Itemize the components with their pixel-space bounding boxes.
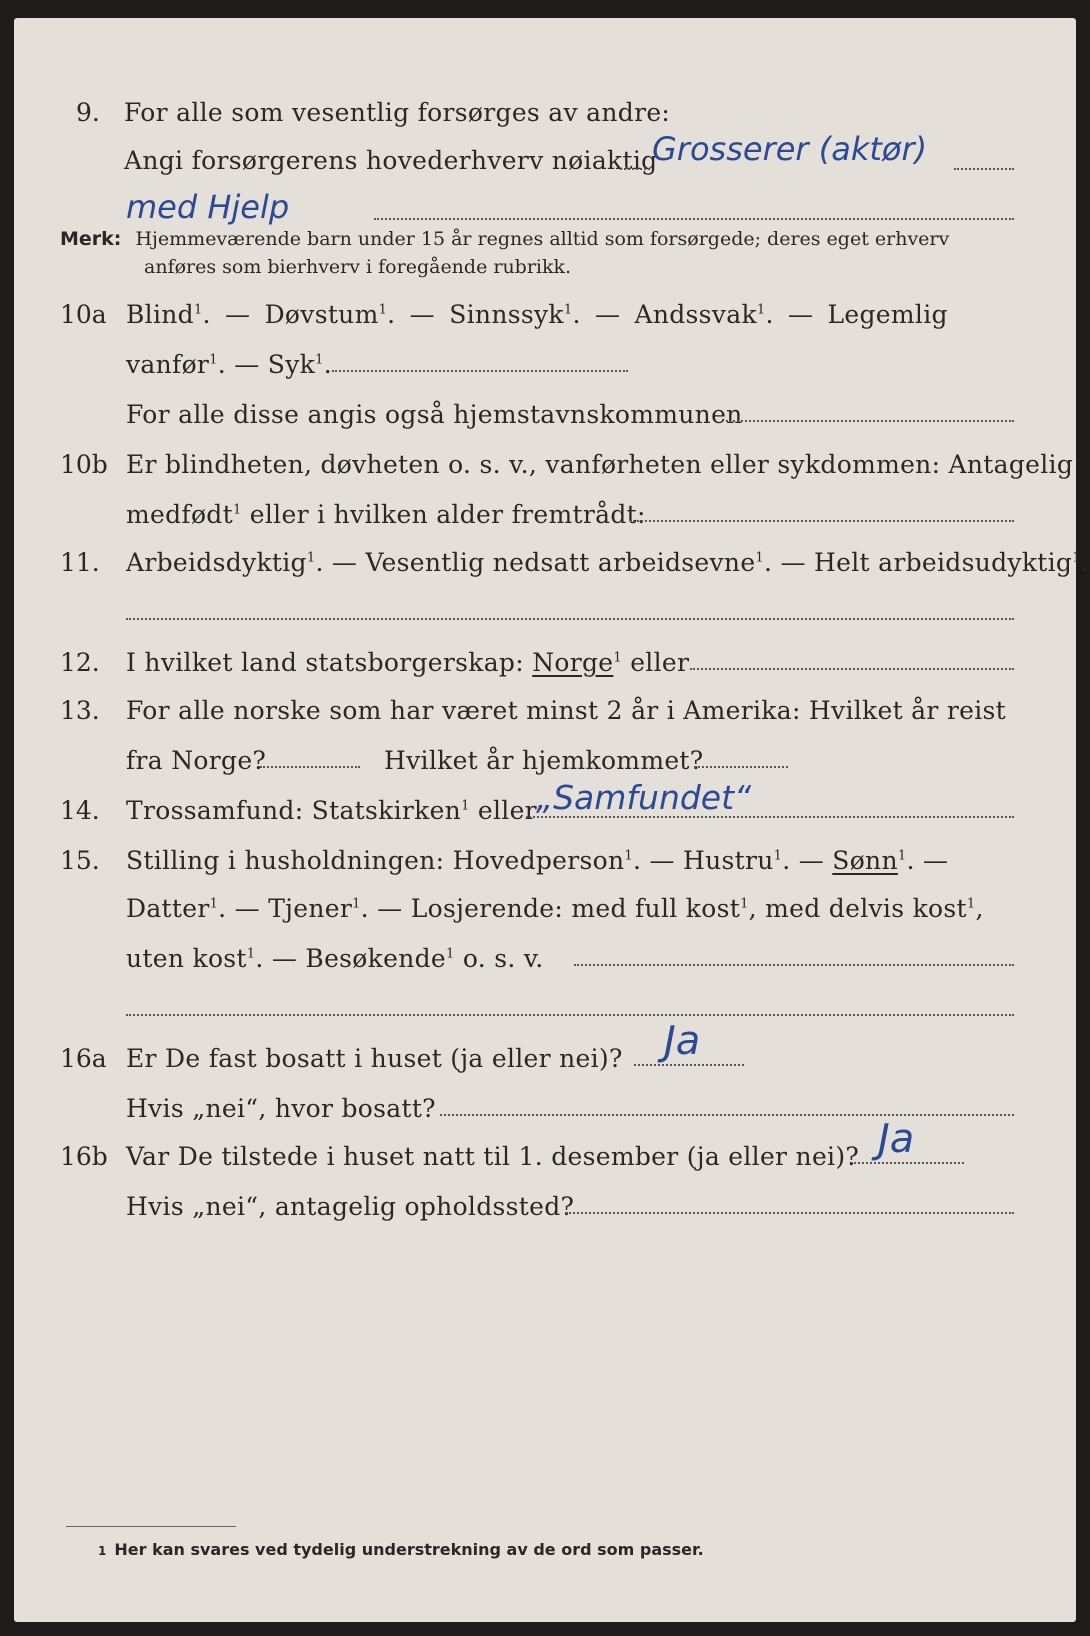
q10a-line2: vanfør$^1$. — Syk$^1$. xyxy=(126,350,332,379)
q16a-line2: Hvis „nei“, hvor bosatt? xyxy=(126,1094,436,1123)
norge-underlined: Norge xyxy=(532,648,614,677)
q16a-number: 16a xyxy=(60,1044,107,1073)
footnote xyxy=(98,1540,704,1559)
q9-dotted-line-2 xyxy=(374,218,1014,220)
q16b-line1: Var De tilstede i huset natt til 1. desember (ja eller nei)? xyxy=(126,1142,860,1171)
merk-text-2: anføres som bierhverv i foregående rubrikk. xyxy=(144,256,572,278)
q15-line2: Datter$^1$. — Tjener$^1$. — Losjerende: med full kost$^1$, med delvis kost$^1$, xyxy=(126,894,984,923)
q10a-number: 10a xyxy=(60,300,107,329)
q15-number: 15. xyxy=(60,846,100,875)
merk-label: Merk: xyxy=(60,228,122,250)
q16a-line1: Er De fast bosatt i huset (ja eller nei)? xyxy=(126,1044,623,1073)
merk-note-line1 xyxy=(60,228,949,250)
q13-dotted-line-2 xyxy=(694,766,788,768)
census-form-page xyxy=(14,18,1090,1622)
q16b-line2: Hvis „nei“, antagelig opholdssted? xyxy=(126,1192,575,1221)
q15-dotted-line-1 xyxy=(574,964,1014,966)
q9-line2: Angi forsørgerens hovederhverv nøiaktig xyxy=(124,146,658,175)
q11-line1: Arbeidsdyktig$^1$. — Vesentlig nedsatt arbeidsevne$^1$. — Helt arbeidsudyktig$^1$. xyxy=(126,548,1090,577)
q9-dotted-line-1 xyxy=(620,168,650,170)
q15-line1: Stilling i husholdningen: Hovedperson$^1$. — Hustru$^1$. — Sønn$^1$. — xyxy=(126,846,949,875)
q12-number: 12. xyxy=(60,648,100,677)
q9-dotted-line-1b xyxy=(954,168,1014,170)
q9-number: 9. xyxy=(76,98,100,127)
q16b-dotted-line-1 xyxy=(854,1162,964,1164)
q10b-number: 10b xyxy=(60,450,108,479)
q13-line2-a: fra Norge? xyxy=(126,746,267,775)
q16a-dotted-line-1 xyxy=(634,1064,744,1066)
q14-number: 14. xyxy=(60,796,100,825)
footnote-rule xyxy=(66,1526,236,1527)
q12-line: I hvilket land statsborgerskap: Norge$^1$ eller xyxy=(126,648,690,677)
q15-dotted-line-2 xyxy=(126,1014,1014,1016)
footnote-mark: 1 xyxy=(98,1544,107,1558)
q9-handwritten-answer-1: Grosserer (aktør) xyxy=(652,130,928,168)
q11-dotted-line xyxy=(126,618,1014,620)
q16b-handwritten-answer: Ja xyxy=(878,1116,915,1162)
merk-text-1: Hjemmeværende barn under 15 år regnes alltid som forsørgede; deres eget erhverv xyxy=(135,228,950,250)
q10a-dotted-line-2 xyxy=(726,420,1014,422)
q14-dotted-line xyxy=(526,816,1014,818)
q16b-dotted-line-2 xyxy=(566,1212,1014,1214)
q14-line: Trossamfund: Statskirken$^1$ eller xyxy=(126,796,537,825)
sonn-underlined: Sønn xyxy=(832,846,898,875)
q13-line2-b: Hvilket år hjemkommet? xyxy=(384,746,704,775)
q10b-line2: medfødt$^1$ eller i hvilken alder fremtrådt: xyxy=(126,500,646,529)
q10a-line3: For alle disse angis også hjemstavnskommunen xyxy=(126,400,743,429)
q14-handwritten-answer: „Samfundet“ xyxy=(536,778,752,817)
q13-number: 13. xyxy=(60,696,100,725)
q16a-dotted-line-2 xyxy=(440,1114,1014,1116)
q9-handwritten-answer-2: med Hjelp xyxy=(126,188,290,226)
q9-line1: For alle som vesentlig forsørges av andre: xyxy=(124,98,671,127)
q11-number: 11. xyxy=(60,548,100,577)
q15-line3: uten kost$^1$. — Besøkende$^1$ o. s. v. xyxy=(126,944,544,973)
q10b-dotted-line xyxy=(630,520,1014,522)
q10b-line1: Er blindheten, døvheten o. s. v., vanførheten eller sykdommen: Antagelig xyxy=(126,450,1074,479)
q10a-dotted-line-1 xyxy=(332,370,628,372)
q10a-line1: Blind$^1$. — Døvstum$^1$. — Sinnssyk$^1$. — Andssvak$^1$. — Legemlig xyxy=(126,300,948,329)
q13-dotted-line-1 xyxy=(260,766,360,768)
footnote-text: Her kan svares ved tydelig understrekning av de ord som passer. xyxy=(114,1540,704,1559)
q16b-number: 16b xyxy=(60,1142,108,1171)
q12-dotted-line xyxy=(690,668,1014,670)
q16a-handwritten-answer: Ja xyxy=(664,1018,701,1064)
q13-line1: For alle norske som har været minst 2 år i Amerika: Hvilket år reist xyxy=(126,696,1007,725)
